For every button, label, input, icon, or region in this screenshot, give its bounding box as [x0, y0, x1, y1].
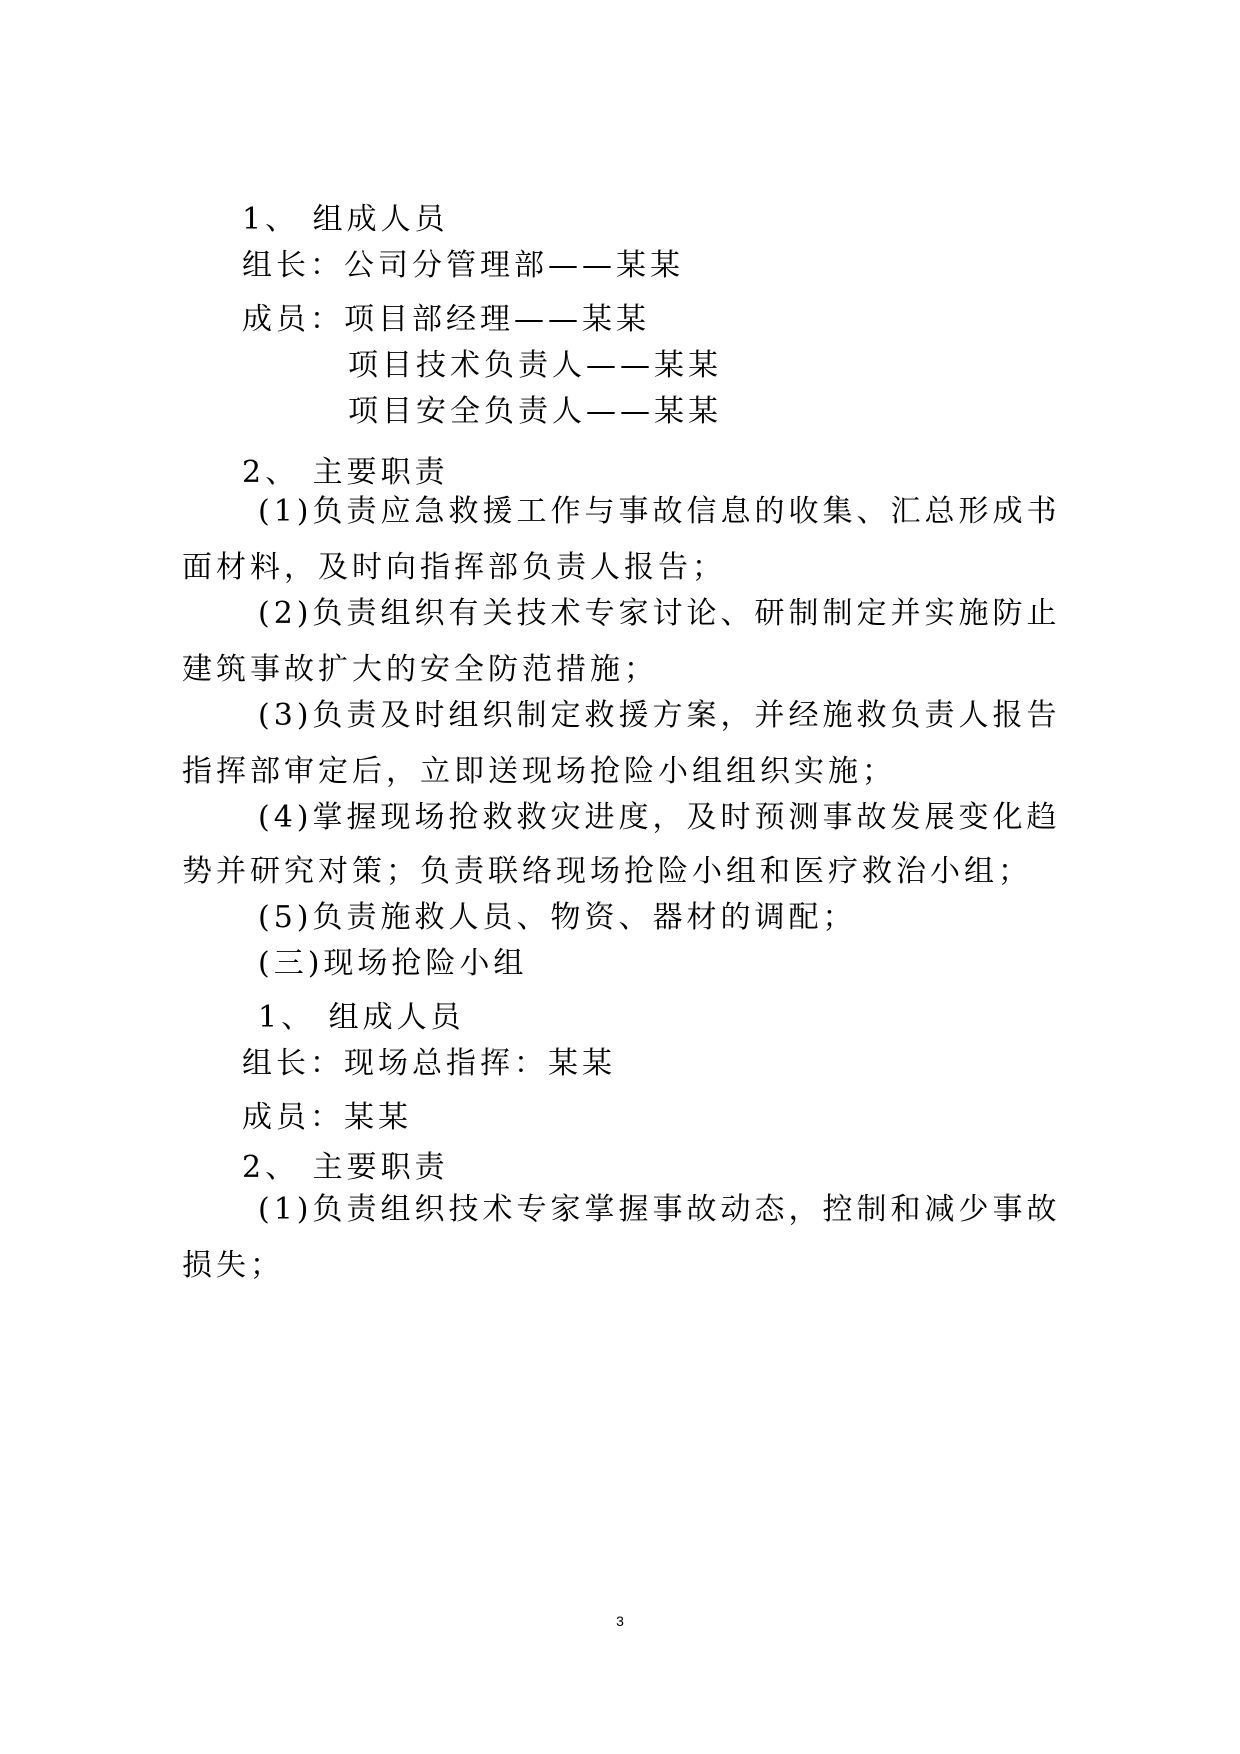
duty-paragraph-line: (1)负责组织技术专家掌握事故动态，控制和减少事故: [258, 1192, 1061, 1227]
duty-paragraph-line: (1)负责应急救援工作与事故信息的收集、汇总形成书: [258, 494, 1061, 529]
members-line: 成员：项目部经理——某某: [242, 302, 650, 337]
members-line: 项目安全负责人——某某: [348, 394, 722, 429]
duty-paragraph-line: 势并研究对策；负责联络现场抢险小组和医疗救治小组；: [182, 854, 1032, 889]
duty-paragraph-line: (3)负责及时组织制定救援方案，并经施救负责人报告: [258, 698, 1061, 733]
leader-line: 组长：公司分管理部——某某: [242, 248, 684, 283]
members-line: 成员：某某: [242, 1100, 412, 1135]
section-title: (三)现场抢险小组: [258, 946, 528, 981]
members-heading: 1、 组成人员: [258, 1000, 465, 1035]
duties-heading: 2、 主要职责: [242, 455, 449, 490]
duty-paragraph-line: 面材料，及时向指挥部负责人报告；: [182, 550, 726, 585]
duty-paragraph-line: 损失；: [182, 1248, 284, 1283]
members-heading: 1、 组成人员: [242, 202, 449, 237]
members-line: 项目技术负责人——某某: [348, 348, 722, 383]
duty-paragraph-line: (2)负责组织有关技术专家讨论、研制制定并实施防止: [258, 596, 1061, 631]
duty-paragraph-line: (5)负责施救人员、物资、器材的调配；: [258, 900, 857, 935]
duty-paragraph-line: 指挥部审定后，立即送现场抢险小组组织实施；: [182, 754, 896, 789]
duty-paragraph-line: (4)掌握现场抢救救灾进度，及时预测事故发展变化趋: [258, 800, 1061, 835]
duties-heading: 2、 主要职责: [242, 1150, 449, 1185]
leader-line: 组长：现场总指挥：某某: [242, 1046, 616, 1081]
duty-paragraph-line: 建筑事故扩大的安全防范措施；: [182, 652, 658, 687]
page-number: 3: [616, 1613, 624, 1629]
